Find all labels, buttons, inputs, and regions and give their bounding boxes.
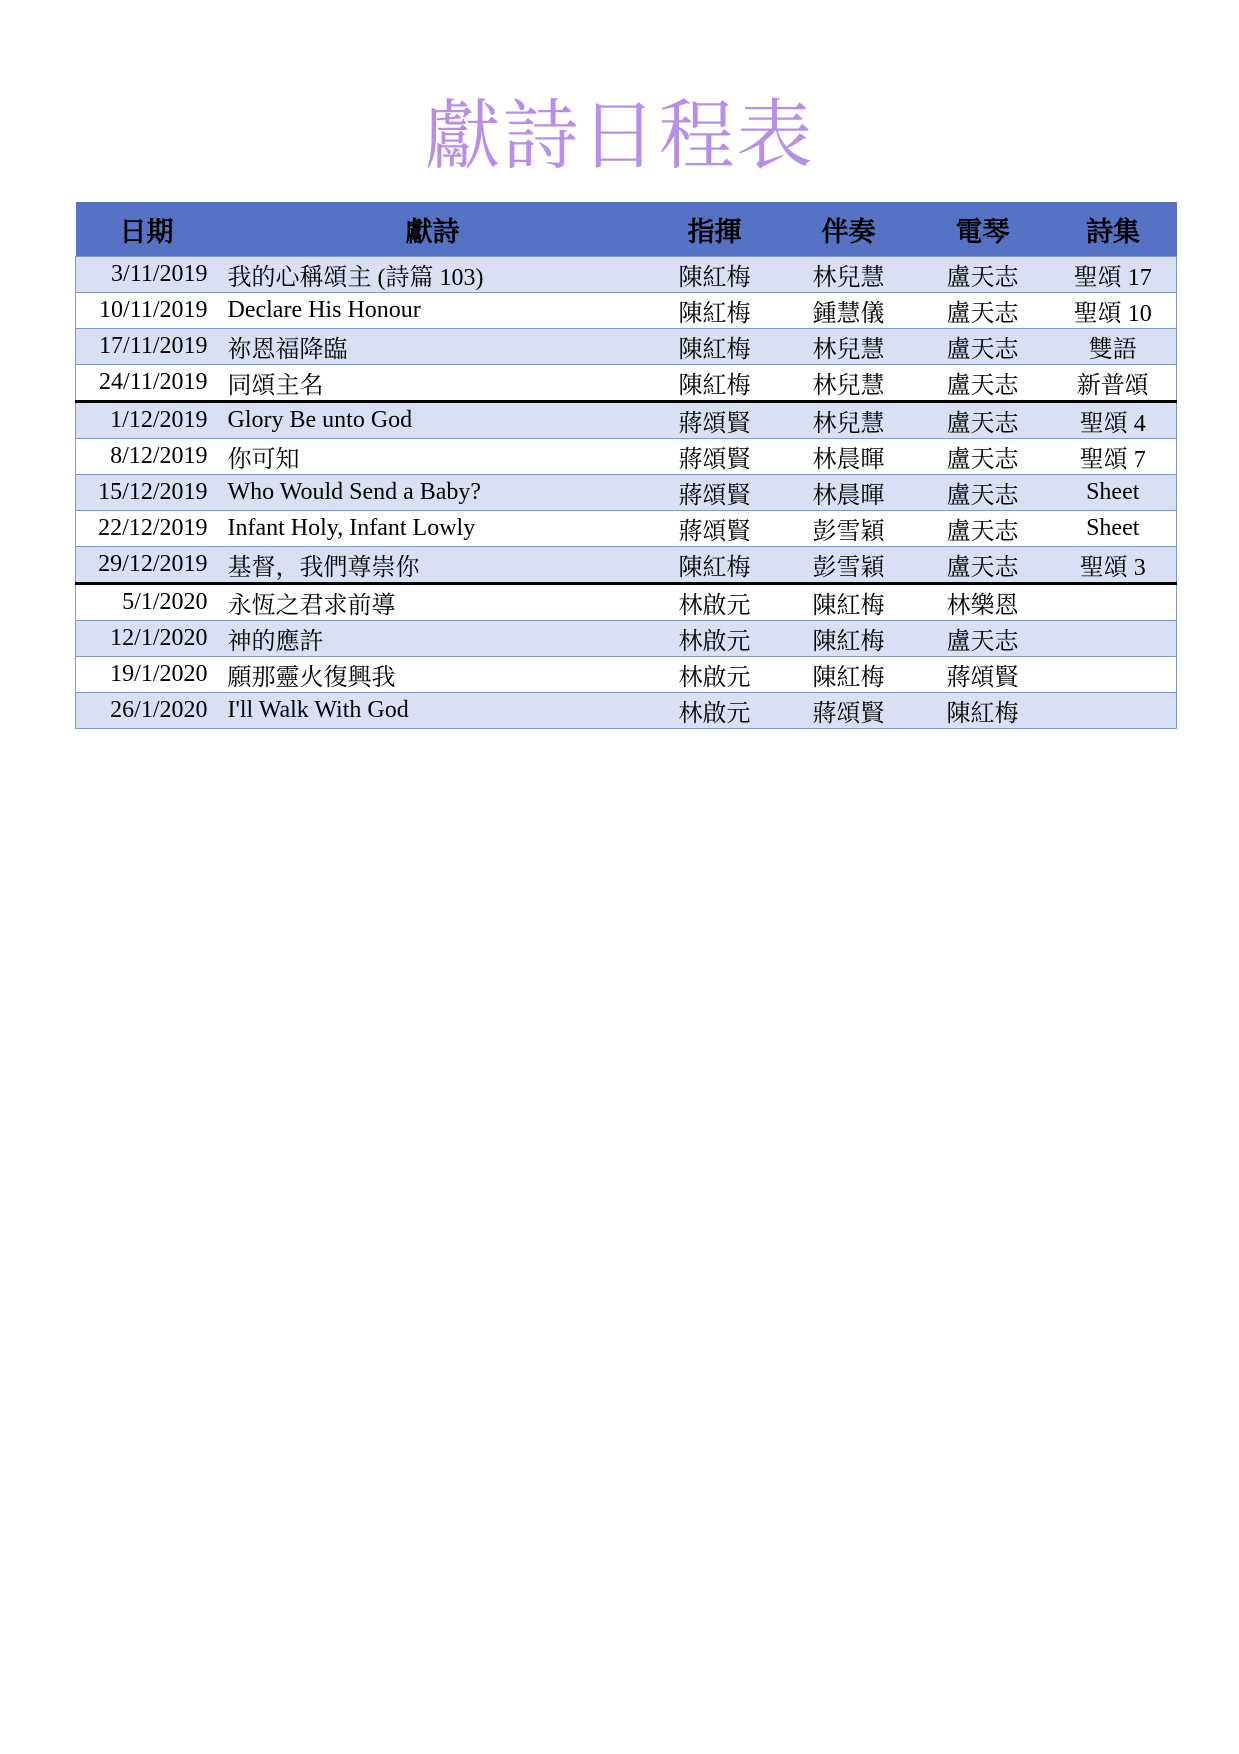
organ-cell: 盧天志 [916,365,1050,402]
organ-cell: 盧天志 [916,621,1050,657]
date-cell: 10/11/2019 [76,293,218,329]
date-cell: 5/1/2020 [76,584,218,621]
song-cell: 神的應許 [218,621,648,657]
hymnal-cell: 新普頌 [1050,365,1177,402]
conductor-cell: 陳紅梅 [648,257,782,293]
organ-cell: 林樂恩 [916,584,1050,621]
conductor-cell: 陳紅梅 [648,329,782,365]
table-row [76,293,1177,329]
hymnal-cell: Sheet [1050,511,1177,547]
song-cell: 永恆之君求前導 [218,584,648,621]
hymnal-cell [1050,584,1177,621]
organ-cell: 盧天志 [916,402,1050,439]
conductor-cell: 蔣頌賢 [648,511,782,547]
column-header-organ: 電琴 [916,202,1050,257]
organ-cell: 盧天志 [916,439,1050,475]
song-cell: I'll Walk With God [218,693,648,729]
conductor-cell: 陳紅梅 [648,293,782,329]
conductor-cell: 林啟元 [648,657,782,693]
organ-cell: 盧天志 [916,547,1050,584]
song-cell: Who Would Send a Baby? [218,475,648,511]
accompanist-cell: 鍾慧儀 [782,293,916,329]
table-row [76,693,1177,729]
date-cell: 26/1/2020 [76,693,218,729]
song-cell: 我的心稱頌主 (詩篇 103) [218,257,648,293]
accompanist-cell: 林兒慧 [782,257,916,293]
table-row [76,584,1177,621]
organ-cell: 陳紅梅 [916,693,1050,729]
conductor-cell: 蔣頌賢 [648,475,782,511]
table-row [76,621,1177,657]
organ-cell: 盧天志 [916,293,1050,329]
table-row [76,657,1177,693]
accompanist-cell: 彭雪穎 [782,547,916,584]
schedule-table [75,202,1177,729]
conductor-cell: 林啟元 [648,584,782,621]
song-cell: 同頌主名 [218,365,648,402]
conductor-cell: 陳紅梅 [648,547,782,584]
date-cell: 1/12/2019 [76,402,218,439]
organ-cell: 盧天志 [916,511,1050,547]
accompanist-cell: 陳紅梅 [782,657,916,693]
song-cell: 基督，我們尊崇你 [218,547,648,584]
hymnal-cell [1050,621,1177,657]
conductor-cell: 蔣頌賢 [648,439,782,475]
accompanist-cell: 陳紅梅 [782,621,916,657]
song-cell: 願那靈火復興我 [218,657,648,693]
table-row [76,511,1177,547]
table-header-row [76,202,1177,257]
song-cell: 你可知 [218,439,648,475]
conductor-cell: 林啟元 [648,621,782,657]
page-title: 獻詩日程表 [424,91,815,180]
accompanist-cell: 林兒慧 [782,329,916,365]
song-cell: 祢恩福降臨 [218,329,648,365]
song-cell: Infant Holy, Infant Lowly [218,511,648,547]
accompanist-cell: 林晨暉 [782,439,916,475]
hymnal-cell [1050,657,1177,693]
date-cell: 24/11/2019 [76,365,218,402]
hymnal-cell: 聖頌 17 [1050,257,1177,293]
organ-cell: 盧天志 [916,329,1050,365]
column-header-song: 獻詩 [218,202,648,257]
hymnal-cell: 雙語 [1050,329,1177,365]
accompanist-cell: 陳紅梅 [782,584,916,621]
accompanist-cell: 林兒慧 [782,365,916,402]
organ-cell: 蔣頌賢 [916,657,1050,693]
table-row [76,475,1177,511]
column-header-conductor: 指揮 [648,202,782,257]
column-header-accompanist: 伴奏 [782,202,916,257]
date-cell: 15/12/2019 [76,475,218,511]
date-cell: 19/1/2020 [76,657,218,693]
accompanist-cell: 林晨暉 [782,475,916,511]
column-header-hymnal: 詩集 [1050,202,1177,257]
date-cell: 3/11/2019 [76,257,218,293]
organ-cell: 盧天志 [916,475,1050,511]
date-cell: 8/12/2019 [76,439,218,475]
hymnal-cell: 聖頌 7 [1050,439,1177,475]
date-cell: 22/12/2019 [76,511,218,547]
date-cell: 29/12/2019 [76,547,218,584]
hymnal-cell [1050,693,1177,729]
song-cell: Glory Be unto God [218,402,648,439]
date-cell: 17/11/2019 [76,329,218,365]
table-row [76,257,1177,293]
hymnal-cell: Sheet [1050,475,1177,511]
conductor-cell: 蔣頌賢 [648,402,782,439]
song-cell: Declare His Honour [218,293,648,329]
table-row [76,329,1177,365]
accompanist-cell: 林兒慧 [782,402,916,439]
hymnal-cell: 聖頌 10 [1050,293,1177,329]
table-row [76,365,1177,402]
date-cell: 12/1/2020 [76,621,218,657]
conductor-cell: 林啟元 [648,693,782,729]
table-row [76,439,1177,475]
organ-cell: 盧天志 [916,257,1050,293]
column-header-date: 日期 [76,202,218,257]
hymnal-cell: 聖頌 4 [1050,402,1177,439]
conductor-cell: 陳紅梅 [648,365,782,402]
accompanist-cell: 彭雪穎 [782,511,916,547]
hymnal-cell: 聖頌 3 [1050,547,1177,584]
table-row [76,402,1177,439]
accompanist-cell: 蔣頌賢 [782,693,916,729]
table-row [76,547,1177,584]
